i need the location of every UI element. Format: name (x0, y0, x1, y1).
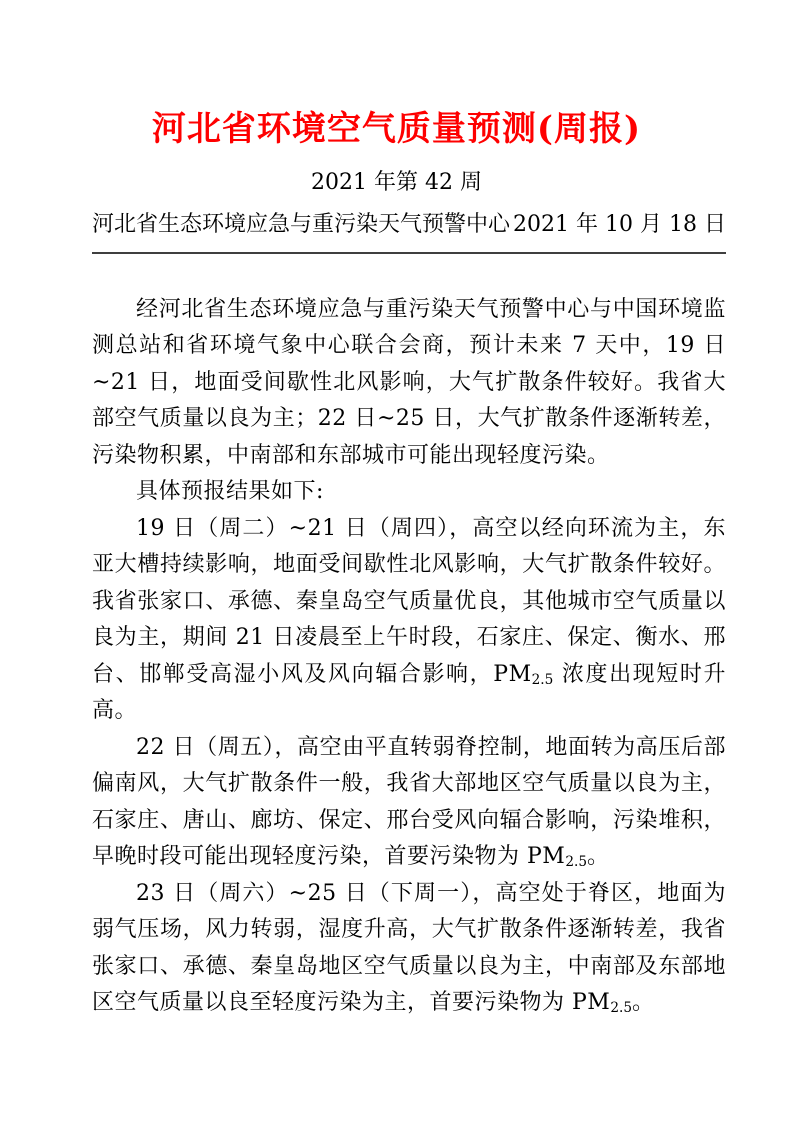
paragraph-summary: 经河北省生态环境应急与重污染天气预警中心与中国环境监测总站和省环境气象中心联合会商，预计未来 7 天中，19 日~21 日，地面受间歇性北风影响，大气扩散条件较好。我省大部空气质量以良为主；22 日~25 日，大气扩散条件逐渐转差，污染物积累，中南部和东部城市可能出现轻度污染。 (92, 296, 726, 468)
pm25-subscript: 2.5 (565, 854, 587, 871)
issuing-organization: 河北省生态环境应急与重污染天气预警中心 (92, 211, 511, 237)
week-number: 2021 年第 42 周 (311, 169, 482, 195)
paragraph-forecast-intro: 具体预报结果如下: (136, 479, 324, 505)
paragraph-forecast-19-21: 19 日（周二）~21 日（周四），高空以经向环流为主，东亚大槽持续影响，地面受间歇性北风影响，大气扩散条件较好。我省张家口、承德、秦皇岛空气质量优良，其他城市空气质量以良为主，期间 21 日凌晨至上午时段，石家庄、保定、衡水、邢台、邯郸受高湿小风及风向辐合影响，$PM_{2.5}$ 浓度出现短时升高。 (92, 515, 726, 724)
org-date-row (0, 210, 793, 240)
pm25-subscript: 2.5 (610, 1000, 632, 1017)
paragraph-forecast-22: 22 日（周五），高空由平直转弱脊控制，地面转为高压后部偏南风，大气扩散条件一般，我省大部地区空气质量以良为主，石家庄、唐山、廊坊、保定、邢台受风向辐合影响，污染堆积，早晚时段可能出现轻度污染，首要污染物为 $PM_{2.5}$。 (92, 734, 726, 871)
issue-date: 2021 年 10 月 18 日 (513, 211, 726, 237)
document-body (0, 254, 793, 1022)
pm25-subscript: 2.5 (531, 671, 554, 688)
paragraph-forecast-23-25: 23 日（周六）~25 日（下周一），高空处于脊区，地面为弱气压场，风力转弱，湿度升高，大气扩散条件逐渐转差，我省张家口、承德、秦皇岛地区空气质量以良为主，中南部及东部地区空气质量以良至轻度污染为主，首要污染物为 $PM_{2.5}$。 (92, 880, 726, 1017)
document-title: 河北省环境空气质量预测(周报) (151, 109, 642, 149)
